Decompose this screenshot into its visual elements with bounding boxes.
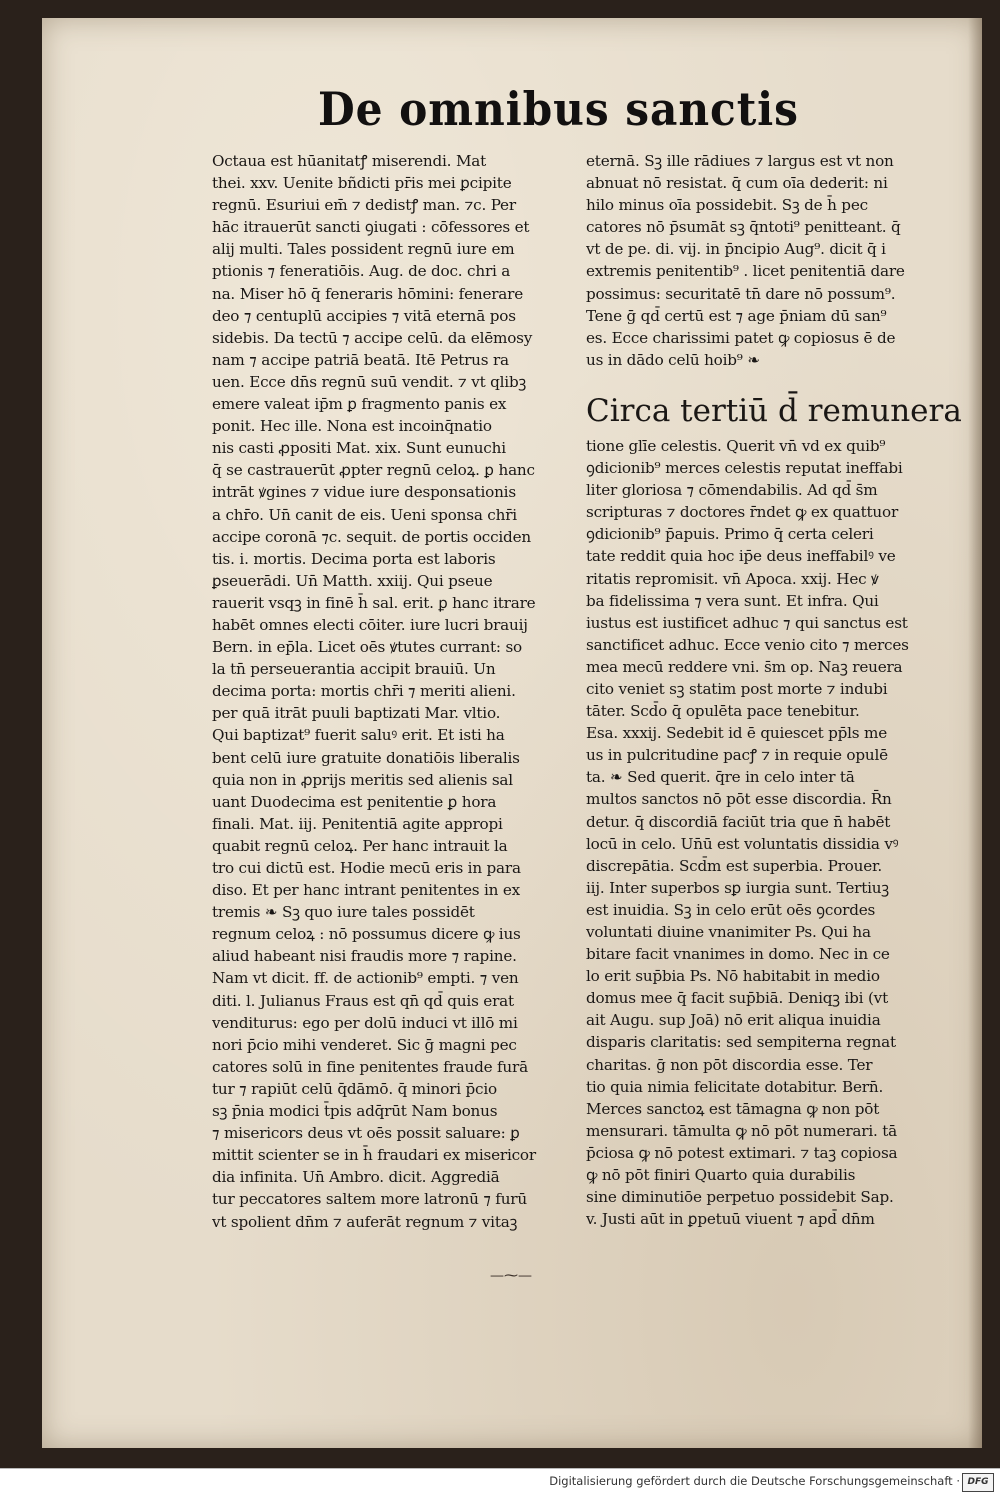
text-line: us in dādo celū hoib⁹ ❧	[586, 350, 760, 369]
text-line: quabit regnū celoꝝ. Per hanc intrauit la	[212, 836, 508, 855]
text-line: hāc itrauerūt sancti ꝯiugati : cōfessores et	[212, 218, 530, 237]
text-line: uen. Ecce dn̄s regnū suū vendit. ⁊ vt qlibꝫ	[212, 372, 527, 391]
text-line: locū in celo. Un̄ū est voluntatis dissidia vꝰ	[586, 834, 899, 853]
text-line: voluntati diuine vnanimiter Ps. Qui ha	[586, 923, 871, 941]
text-line: per quā itrāt puuli baptizati Mar. vltio.	[212, 704, 501, 723]
text-line: aliud habeant nisi fraudis more ⁊ rapine.	[212, 947, 517, 966]
text-line: alij multi. Tales possident regnū iure em	[212, 240, 515, 259]
text-line: mittit scienter se in h̄ fraudari ex misericor	[212, 1146, 536, 1165]
text-line: catores nō p̄sumāt sꝫ q̄ntoti⁹ penitteant. q̄	[586, 218, 901, 237]
text-line: ꝯdicionib⁹ p̄apuis. Primo q̄ certa celeri	[586, 525, 874, 544]
text-line: lo erit sup̄bia Ps. Nō habitabit in medio	[586, 967, 880, 986]
text-line: ponit. Hec ille. Nona est incoinq̄natio	[212, 417, 492, 436]
text-line: vt de pe. di. vij. in p̄ncipio Aug⁹. dicit q̄ i	[586, 240, 886, 259]
text-line: hilo minus oīa possidebit. Sꝫ de h̄ pec	[586, 196, 868, 215]
text-line: Octaua est hūanitatꝭ miserendi. Mat	[212, 152, 487, 170]
text-line: bent celū iure gratuite donatiōis liberalis	[212, 748, 520, 767]
text-line: liter gloriosa ⁊ cōmendabilis. Ad qd̄ s̄m	[586, 481, 878, 500]
text-line: ꝯdicionib⁹ merces celestis reputat ineffabi	[586, 459, 903, 478]
text-line: regnum celoꝝ : nō possumus dicere ꝙ ius	[212, 925, 521, 944]
section-heading: Circa tertiū d̄ remunera	[586, 392, 962, 429]
text-line: v. Justi aūt in ꝑpetuū viuent ⁊ apd̄ dn̄m	[586, 1210, 875, 1229]
text-line: rauerit vsqꝫ in finē h̄ sal. erit. ꝑ hanc itrare	[212, 593, 536, 612]
text-line: quia non in ꝓprijs meritis sed alienis sal	[212, 770, 513, 789]
text-line: finali. Mat. iij. Penitentiā agite appropi	[212, 814, 503, 833]
text-line: tur ⁊ rapiūt celū q̄dāmō. q̄ minori p̄cio	[212, 1079, 497, 1098]
text-line: ptionis ⁊ feneratiōis. Aug. de doc. chri a	[212, 262, 511, 281]
text-line: mea mecū reddere vni. s̄m op. Naꝫ reuera	[586, 657, 903, 676]
text-line: q̄ se castrauerūt ꝓpter regnū celoꝝ. ꝑ hanc	[212, 461, 535, 480]
text-line: abnuat nō resistat. q̄ cum oīa dederit: ni	[586, 174, 888, 193]
text-line: cito veniet sꝫ statim post morte ⁊ indubi	[586, 679, 888, 698]
text-line: sꝫ p̄nia modici t̄pis adq̄rūt Nam bonus	[212, 1102, 498, 1121]
text-line: ba fidelissima ⁊ vera sunt. Et infra. Qui	[586, 591, 879, 610]
text-line: accipe coronā ⁊c. sequit. de portis occiden	[212, 527, 531, 546]
text-line: est inuidia. Sꝫ in celo erūt oēs ꝯcordes	[586, 900, 876, 919]
text-line: tione glīe celestis. Querit vn̄ vd ex quib⁹	[586, 436, 886, 455]
text-line: dia infinita. Un̄ Ambro. dicit. Aggrediā	[212, 1168, 500, 1187]
text-line: deo ⁊ centuplū accipies ⁊ vitā eternā pos	[212, 306, 516, 325]
text-line: ꝙ nō pōt finiri Quarto quia durabilis	[586, 1166, 856, 1185]
text-line: venditurus: ego per dolū induci vt illō mi	[212, 1013, 518, 1032]
text-line: ait Augu. sup Joā) nō erit aliqua inuidia	[586, 1011, 881, 1030]
text-line: es. Ecce charissimi patet ꝙ copiosus ē de	[586, 328, 896, 347]
text-line: sidebis. Da tectū ⁊ accipe celū. da elēmosy	[212, 328, 533, 347]
text-line: extremis penitentib⁹ . licet penitentiā dare	[586, 262, 905, 281]
text-line: habēt omnes electi cōiter. iure lucri brauij	[212, 615, 528, 634]
text-line: Qui baptizat⁹ fuerit saluꝰ erit. Et isti ha	[212, 726, 505, 745]
text-line: discrepātia. Scd̄m est superbia. Prouer.	[586, 856, 882, 875]
page-edge-shadow	[968, 18, 982, 1448]
dfg-logo-icon: DFG	[962, 1473, 994, 1492]
text-line: us in pulcritudine pacꝭ ⁊ in requie opulē	[586, 746, 888, 765]
text-line: Nam vt dicit. ff. de actionib⁹ empti. ⁊ ven	[212, 969, 519, 988]
text-line: tio quia nimia felicitate dotabitur. Bern̄.	[586, 1077, 884, 1096]
right-column-body-block	[586, 435, 948, 1230]
text-line: na. Miser hō q̄ feneraris hōmini: fenerare	[212, 284, 524, 303]
text-line: Merces sanctoꝝ est tāmagna ꝙ non pōt	[586, 1099, 880, 1118]
text-line: Tene ḡ qd̄ certū est ⁊ age p̄niam dū san⁹	[586, 306, 887, 325]
text-line: diso. Et per hanc intrant penitentes in ex	[212, 881, 520, 900]
text-line: tremis ❧ Sꝫ quo iure tales possidēt	[212, 903, 475, 922]
text-line: nori p̄cio mihi venderet. Sic ḡ magni pec	[212, 1035, 517, 1054]
text-line: la tn̄ perseuerantia accipit brauiū. Un	[212, 660, 496, 679]
text-line: nis casti ꝓpositi Mat. xix. Sunt eunuchi	[212, 439, 506, 458]
text-line: emere valeat ip̄m ꝑ fragmento panis ex	[212, 395, 507, 414]
text-line: tāter. Scd̄o q̄ opulēta pace tenebitur.	[586, 702, 860, 721]
text-line: ta. ❧ Sed querit. q̄re in celo inter tā	[586, 768, 855, 787]
text-line: disparis claritatis: sed sempiterna regnat	[586, 1033, 896, 1052]
text-line: sine diminutiōe perpetuo possidebit Sap.	[586, 1188, 894, 1207]
digitization-footer	[0, 1468, 1000, 1495]
text-line: iij. Inter superbos sꝑ iurgia sunt. Tertiuꝫ	[586, 878, 889, 897]
right-text-column	[586, 150, 962, 1230]
text-line: intrāt ꝟgines ⁊ vidue iure desponsationis	[212, 483, 516, 502]
text-line: regnū. Esuriui em̄ ⁊ dedistꝭ man. ⁊c. Per	[212, 196, 516, 215]
text-line: p̄ciosa ꝙ nō potest extimari. ⁊ taꝫ copiosa	[586, 1143, 898, 1162]
text-line: scripturas ⁊ doctores r̄ndet ꝙ ex quattuor	[586, 503, 899, 522]
funding-credit: Digitalisierung gefördert durch die Deutsche Forschungsgemeinschaft ·	[549, 1474, 960, 1488]
text-line: charitas. ḡ non pōt discordia esse. Ter	[586, 1055, 873, 1074]
text-line: tur peccatores saltem more latronū ⁊ furū	[212, 1190, 527, 1209]
text-line: Esa. xxxij. Sedebit id ē quiescet pp̄ls me	[586, 724, 888, 743]
running-head: De omnibus sanctis	[318, 82, 799, 136]
text-line: mensurari. tāmulta ꝙ nō pōt numerari. tā	[586, 1121, 897, 1140]
text-line: sanctificet adhuc. Ecce venio cito ⁊ merces	[586, 635, 909, 654]
text-line: tate reddit quia hoc ip̄e deus ineffabilꝰ ve	[586, 547, 896, 566]
end-ornament: —⁓—	[490, 1268, 532, 1284]
text-line: bitare facit vnanimes in domo. Nec in ce	[586, 945, 890, 964]
text-line: multos sanctos nō pōt esse discordia. R̄n	[586, 790, 892, 809]
text-line: thei. xxv. Uenite bñdicti pr̄is mei ꝑcipite	[212, 174, 512, 193]
text-line: possimus: securitatē tn̄ dare nō possum⁹.	[586, 284, 896, 303]
left-text-column	[212, 150, 564, 1233]
text-line: tis. i. mortis. Decima porta est laboris	[212, 549, 496, 568]
text-line: diti. l. Julianus Fraus est qn̄ qd̄ quis erat	[212, 991, 514, 1010]
text-line: nam ⁊ accipe patriā beatā. Itē Petrus ra	[212, 350, 509, 369]
text-line: vt spolient dn̄m ⁊ auferāt regnum ⁊ vitaꝫ	[212, 1212, 518, 1231]
text-line: tro cui dictū est. Hodie mecū eris in para	[212, 859, 521, 877]
text-line: detur. q̄ discordiā faciūt tria que n̄ habēt	[586, 812, 891, 831]
text-line: domus mee q̄ facit sup̄biā. Deniqꝫ ibi (vt	[586, 989, 888, 1008]
text-line: ⁊ misericors deus vt oēs possit saluare: ꝑ	[212, 1124, 520, 1143]
text-line: a chr̄o. Un̄ canit de eis. Ueni sponsa chr̄i	[212, 505, 517, 524]
text-line: decima porta: mortis chr̄i ⁊ meriti alieni.	[212, 682, 516, 701]
text-line: ritatis repromisit. vn̄ Apoca. xxij. Hec ꝟ	[586, 569, 879, 588]
text-line: ꝑseuerādi. Un̄ Matth. xxiij. Qui pseue	[212, 571, 493, 590]
text-line: eternā. Sꝫ ille rādiues ⁊ largus est vt non	[586, 152, 894, 170]
text-line: Bern. in ep̄la. Licet oēs ꝟtutes currant: so	[212, 638, 522, 657]
text-line: iustus est iustificet adhuc ⁊ qui sanctus est	[586, 613, 908, 632]
right-column-top-block	[586, 150, 948, 371]
text-line: uant Duodecima est penitentie ꝑ hora	[212, 792, 497, 811]
text-line: catores solū in fine penitentes fraude furā	[212, 1057, 528, 1076]
